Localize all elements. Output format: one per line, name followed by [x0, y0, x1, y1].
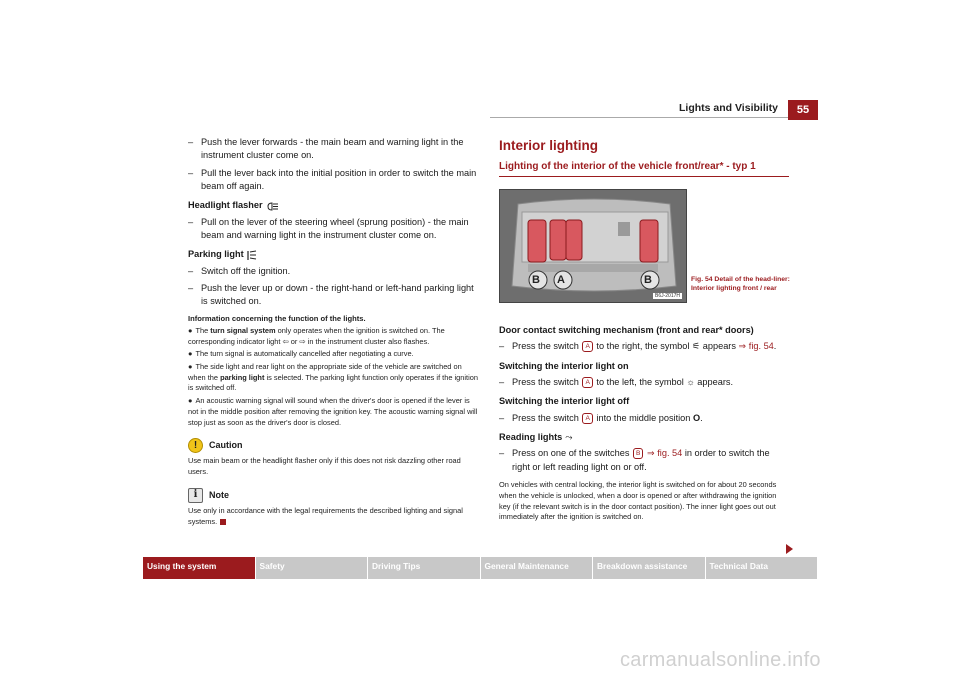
arrow-right-icon: ⇨: [299, 336, 306, 346]
sub-heading: Lighting of the interior of the vehicle front/rear* - typ 1: [499, 160, 789, 178]
figure-label: B: [532, 274, 540, 286]
right-body: [499, 318, 789, 523]
tab-driving-tips[interactable]: Driving Tips: [368, 557, 480, 579]
lever-item: – Push the lever forwards - the main beam and warning light in the instrument cluster come on.: [188, 136, 478, 163]
door-contact-symbol-icon: ⚟: [691, 341, 701, 352]
switch-on-heading: Switching the interior light on: [499, 360, 629, 371]
reading-light-icon: ⤳: [565, 432, 573, 443]
switch-off-step: – Press the switch A into the middle position O.: [499, 412, 789, 425]
figure-link[interactable]: ⇒ fig. 54: [647, 448, 683, 459]
interior-light-figure: [499, 189, 687, 303]
tab-technical-data[interactable]: Technical Data: [706, 557, 818, 579]
switch-on-step: – Press the switch A to the left, the symbol ☼ appears.: [499, 376, 789, 389]
section-title: Lights and Visibility: [679, 102, 778, 114]
reading-lights-step: – Press on one of the switches B ⇒ fig. 54 in order to switch the right or left reading light on or off.: [499, 447, 789, 474]
page-header: [490, 100, 788, 118]
switch-badge: A: [582, 341, 592, 352]
arrow-left-icon: ⇦: [282, 336, 289, 346]
left-column: [188, 136, 478, 527]
caution-text: Use main beam or the headlight flasher only if this does not risk dazzling other road users.: [188, 456, 461, 477]
info-bullet: ● The turn signal is automatically cancelled after negotiating a curve.: [188, 349, 414, 359]
info-heading: Information concerning the function of the lights.: [188, 313, 366, 323]
tab-breakdown-assistance[interactable]: Breakdown assistance: [593, 557, 705, 579]
switch-off-heading: Switching the interior light off: [499, 396, 630, 407]
central-locking-note: On vehicles with central locking, the interior light is switched on for about 20 seconds when the vehicle is unlocked, when a door is opened or after withdrawing the ignition key (if the relevant switch is in the door contact position). The inner light goes out out immediately after the ignition is switched on.: [499, 480, 777, 522]
right-column: [499, 136, 789, 177]
note-heading: i Note: [188, 488, 478, 503]
figure-label: B: [644, 274, 652, 286]
headlight-flasher-icon: [266, 202, 280, 211]
switch-badge: B: [633, 448, 643, 459]
tab-safety[interactable]: Safety: [256, 557, 368, 579]
flasher-item: – Pull on the lever of the steering wheel (sprung position) - the main beam and warning light in the instrument cluster come on.: [188, 216, 478, 243]
info-bullet: ● The turn signal system only operates when the ignition is switched on. The corresponding indicator light ⇦ or ⇨ in the instrument cluster also flashes.: [188, 325, 445, 346]
parking-light-icon: [247, 250, 257, 261]
switch-badge: A: [582, 377, 592, 388]
header-rule: [490, 117, 788, 118]
info-bullet: ● The side light and rear light on the appropriate side of the vehicle are switched on when the parking light is selected. The parking light function only operates if the ignition is switched off.: [188, 361, 478, 393]
figure-code: B6J-2017H: [654, 293, 680, 299]
caution-heading: ! Caution: [188, 438, 478, 453]
parking-item: – Switch off the ignition.: [188, 265, 478, 278]
watermark: carmanualsonline.info: [620, 649, 821, 671]
headliner-illustration: [500, 190, 687, 303]
door-contact-heading: Door contact switching mechanism (front and rear* doors): [499, 325, 754, 335]
figure-link[interactable]: ⇒ fig. 54: [738, 341, 774, 352]
parking-light-heading: Parking light: [188, 248, 478, 261]
next-page-arrow-icon[interactable]: [786, 544, 793, 554]
parking-item: – Push the lever up or down - the right-hand or left-hand parking light is switched on.: [188, 282, 478, 309]
info-icon: i: [188, 488, 203, 503]
section-heading: Interior lighting: [499, 138, 598, 153]
tab-using-the-system[interactable]: Using the system: [143, 557, 255, 579]
page-number: 55: [788, 100, 818, 120]
caution-icon: !: [188, 438, 203, 453]
tab-general-maintenance[interactable]: General Maintenance: [481, 557, 593, 579]
reading-lights-heading: Reading lights ⤳: [499, 431, 789, 444]
info-bullet: ● An acoustic warning signal will sound when the driver's door is opened if the lever is not in the middle position after removing the ignition key. The acoustic warning signal will stop just as soon as the driver's door is closed.: [188, 396, 478, 427]
lever-item: – Pull the lever back into the initial position in order to switch the main beam off again.: [188, 167, 478, 194]
figure-label: A: [557, 274, 565, 286]
footer-nav: [143, 557, 818, 579]
figure-caption: Fig. 54 Detail of the head-liner: Interior lighting front / rear: [691, 276, 790, 292]
interior-light-symbol-icon: ☼: [686, 377, 695, 388]
switch-badge: A: [582, 413, 592, 424]
door-contact-step: – Press the switch A to the right, the symbol ⚟ appears ⇒ fig. 54.: [499, 340, 789, 353]
headlight-flasher-heading: Headlight flasher: [188, 199, 478, 212]
note-text: Use only in accordance with the legal requirements the described lighting and signal systems.: [188, 505, 463, 526]
end-mark-icon: [220, 519, 226, 525]
